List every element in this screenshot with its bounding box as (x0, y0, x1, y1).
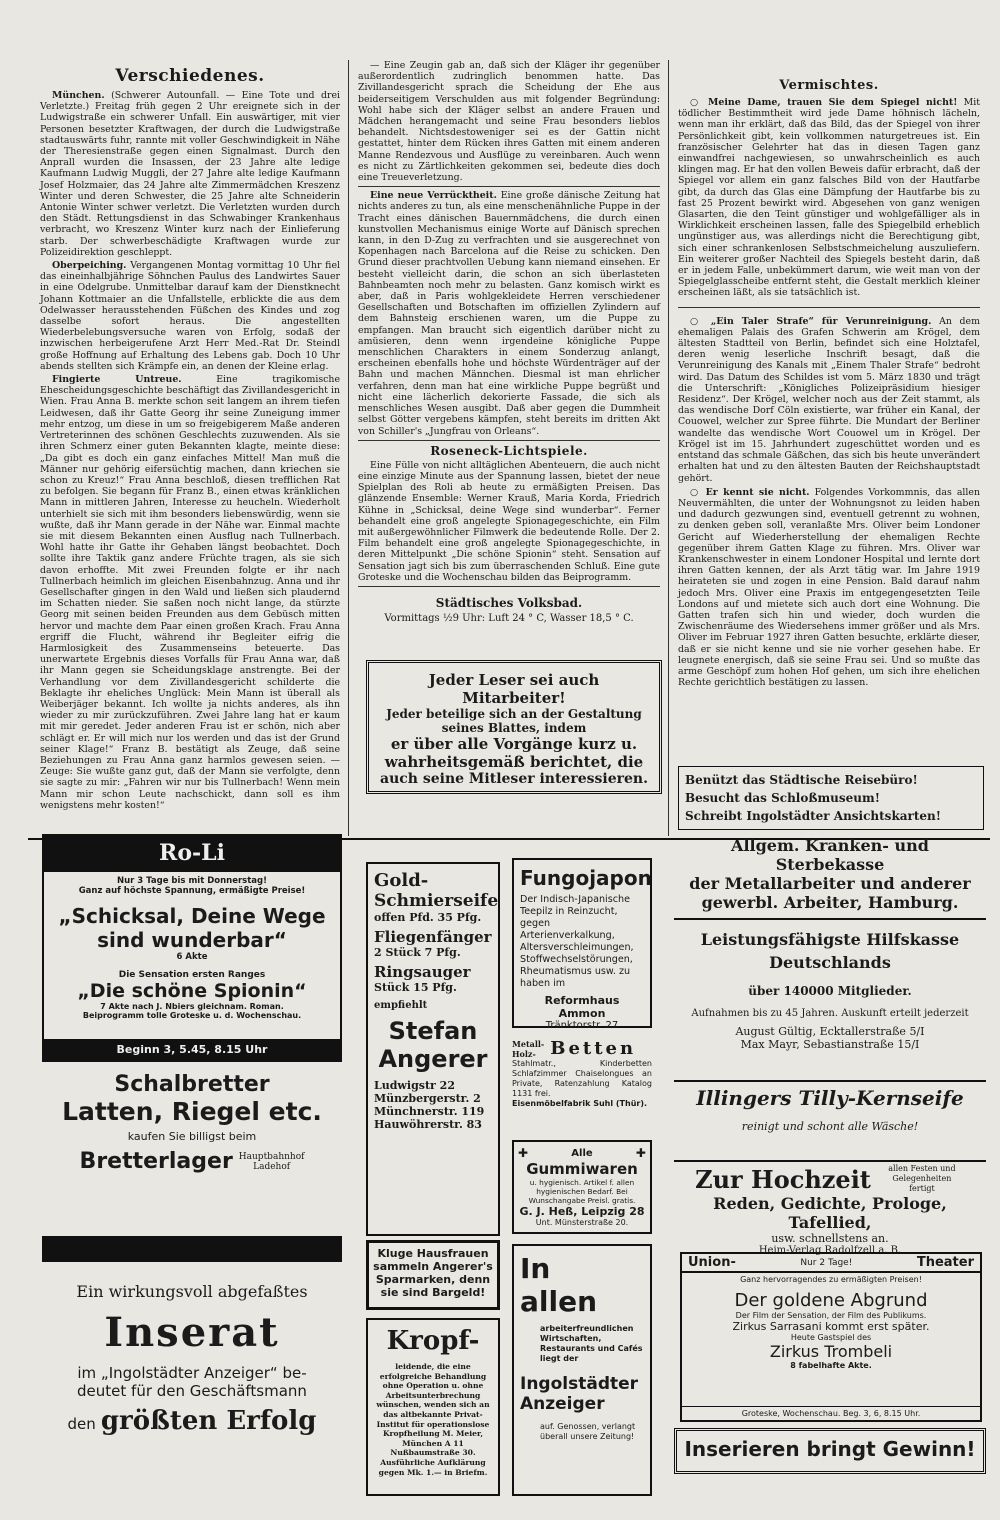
hochzeit-row (674, 1164, 986, 1194)
inserat-line5: den (67, 1415, 96, 1433)
gummi-addr: Unt. Münsterstraße 20. (535, 1218, 629, 1227)
article-paragraph (358, 60, 660, 183)
angerer-line9: Stefan (388, 1017, 478, 1045)
hausfrauen-ad (366, 1240, 500, 1310)
union-line1: Ganz hervorragendes zu ermäßigten Preisen! (740, 1275, 922, 1284)
inserieren-text: Inserieren bringt Gewinn! (684, 1437, 976, 1461)
union-right: Theater (916, 1255, 974, 1270)
seife-line1: Illingers Tilly-Kernseife (696, 1086, 964, 1110)
angerer-address: Münzbergerstr. 2 (374, 1092, 481, 1105)
angerer-line5: 2 Stück 7 Pfg. (374, 946, 461, 959)
bath-text: Vormittags ½9 Uhr: Luft 24 ° C, Wasser 18,5 ° C. (384, 613, 634, 624)
cross-icon: ✚ (635, 1146, 646, 1160)
article-paragraph (358, 190, 660, 436)
kasse-line7: Aufnahmen bis zu 45 Jahren. Auskunft erteilt jederzeit (691, 1008, 969, 1019)
article-lead: ○ „Ein Taler Strafe“ für Verunreinigung. (690, 315, 932, 327)
seife-line2: reinigt und schont alle Wäsche! (741, 1120, 919, 1133)
inserat-line6: größten Erfolg (100, 1406, 317, 1436)
angerer-line8: empfiehlt (374, 1000, 428, 1011)
angerer-line6: Ringsauger (374, 963, 471, 981)
roli-film1b: sind wunderbar“ (97, 928, 287, 952)
inserat-row (42, 1406, 342, 1436)
angerer-ad (366, 862, 500, 1236)
betten-firm: Eisenmöbelfabrik Suhl (Thür). (512, 1099, 648, 1108)
allen-foot: auf. Genossen, verlangt überall unsere Zeitung! (540, 1422, 636, 1441)
union-line5: Heute Gastspiel des (790, 1333, 872, 1342)
angerer-line7: Stück 15 Pfg. (374, 981, 457, 994)
article-text: (Schwerer Autounfall. — Eine Tote und drei Verletzte.) Freitag früh gegen 2 Uhr ereignete sich in der Ludwigstraße ein schwerer Unfall. Ein auswärtiger, mit vier Personen besetzter Kraftwagen, der durch die Ludwigstraße stadtauswärts fuhr, rannte mit voller Geschwindigkeit in Nähe der Theresienstraße gegen einen Signalmast. Durch den Anprall wurden die Insassen, der 23 Jahre alte ledige Kaufmann Ludwig Muggli, der 27 Jahre alte ledige Kaufmann Josef Holzmaier, das 24 Jahre alte Zimmermädchen Kreszenz Winter und deren Schwester, die 25 Jahre alte Schneiderin Antonie Winter schwer verletzt. Die Verletzten wurden durch den Städt. Rettungsdienst in das Schwabinger Krankenhaus verbracht, wo Kreszenz Winter kurz nach der Einlieferung starb. Der schwerbeschädigte Kraftwagen wurde zur Polizeidirektion geschleppt. (40, 90, 340, 258)
article-text: Eine tragikomische Ehescheidungsgeschichte beschäftigt das Zivillandesgericht in Wien. Frau Anna B. merkte schon seit langem an ihrem tiefen Leidwesen, daß ihr Gatte Georg ihr seine Zuneigung immer mehr entzog, um diese in um so freigebigerem Maße anderen Vertreterinnen des schönen Geschlechts zuzuwenden. Als sie ihren Schmerz einer guten Bekannten klagte, meinte diese: „Da gibt es doch ein ganz einfaches Mittel! Man muß die Männer nur gehörig eifersüchtig machen, dann kriechen sie schon zu Kreuz!“ Frau Anna beschloß, diesen trefflichen Rat zu befolgen. Sie begann für Franz B., einen etwas kränklichen Mann in mittleren Jahren, Interesse zu heucheln. Wiederholt unterhielt sie sich mit ihm besonders liebenswürdig, wenn sie wußte, daß ihr Mann gerade in der Nähe war. Einmal machte sie mit diesem Bekannten einen Ausflug nach Tullnerbach. Wohl hatte ihr Gatte ihr Gehaben längst beobachtet. Doch sollte ihre Taktik ganz andere Früchte tragen, als sie sich davon erhoffte. Mit zwei Freunden folgte er ihr nach Tullnerbach heimlich im gleichen Eisenbahnzug. Anna und ihr Gesellschafter gingen in den Wald und ließen sich plaudernd im Schatten nieder. Sie saßen noch nicht lange, da stürzte Georg mit seinen beiden Freunden aus dem Gebüsch mitten hervor und machte dem Paar einen großen Krach. Frau Anna ergriff die Flucht, während ihr Begleiter eifrig die Harmlosigkeit des Zusammenseins beteuerte. Das unerwartete Ergebnis dieses Vorfalls für Frau Anna war, daß ihr Mann gegen sie Scheidungsklage anstrengte. Bei der Verhandlung vor dem Zivillandesgericht schilderte die Beklagte ihr eheliches Unglück: Mein Mann ist überall als Weiberjäger bekannt. Ich wollte ja nichts anderes, als ihn wieder zu mir zurückzuführen. Zwei Jahre lang hat er kaum mit mir geredet. Jeder anderen Frau ist er schön, nich aber schlägt er. Er will mich nur los werden und das ist der Grund seiner Klage!“ Franz B. bestätigt als Zeuge, daß seine Beziehungen zu Frau Anna ganz harmlos gewesen seien. — Zeuge: Sie wußte ganz gut, daß der Mann sie verfolgte, denn sie sagte zu mir: „Fahren wir nur bis Tullnerbach! Wenn mein Mann mir schon Leute nachschickt, dann soll es ihm wenigstens mehr kosten!“ (40, 374, 340, 811)
notice-line: Besucht das Schloßmuseum! (685, 791, 880, 805)
bretter-line5a: Hauptbahnhof (238, 1151, 305, 1162)
inserat-line3: im „Ingolstädter Anzeiger“ be- (77, 1364, 307, 1382)
hausfrauen-line: sie sind Bargeld! (380, 1286, 486, 1299)
notice-line: Benützt das Städtische Reisebüro! (685, 773, 918, 787)
ads-divider (674, 1080, 986, 1082)
cinema-heading: Roseneck-Lichtspiele. (430, 443, 588, 458)
roli-cinema-ad (42, 834, 342, 1062)
appeal-line: Jeder Leser sei auch Mitarbeiter! (428, 671, 600, 707)
city-notice-box (678, 766, 984, 830)
article-text: Eine große dänische Zeitung hat nichts anderes zu tun, als eine menschenähnliche Puppe in der Tracht eines dänischen Bauernmädchens, die durch einen kunstvollen Mechanismus einige Worte auf Dänisch sprechen kann, in den D-Zug zu verfrachten und sie ausgerechnet von Kopenhagen nach Barcelona auf die Reise zu schicken. Den Grund dieser prachtvollen Uebung kann niemand einsehen. Er besteht vielleicht darin, die schon an sich überlasteten Bahnbeamten noch mehr zu belasten. Ganz komisch wirkt es aber, daß in Paris wohlgekleidete Herren verschiedener Gesellschaften und Botschaften im offiziellen Zylindern auf dem Bahnsteig erschienen waren, um die Puppe zu empfangen. Man braucht sich eigentlich darüber nicht zu amüsieren, denn wenn irgendeine königliche Puppe menschlichen Charakters in einem Sonderzug anlangt, erscheinen ebenfalls hohe und höchste Würdenträger auf der Bahn und machen Männchen. Diesmal ist man ehrlicher verfahren, denn man hat eine wirkliche Puppe begrüßt und nicht eine lächerlich dekorierte Fassade, die sich als menschliches Wesen ausgibt. Daß aber gegen die Dummheit selbst Götter vergebens kämpfen, steht bereits im dritten Akt von Schiller's „Jungfrau von Orleans“. (358, 190, 660, 437)
allen-name2: Anzeiger (520, 1394, 605, 1414)
article-paragraph (40, 374, 340, 811)
ads-divider (674, 1160, 986, 1162)
betten-side (512, 1039, 544, 1059)
article-paragraph (40, 260, 340, 372)
article-paragraph (678, 487, 980, 689)
article-lead: München. (52, 90, 105, 101)
gummi-top: Alle (571, 1147, 593, 1159)
article-text: An dem ehemaligen Palais des Grafen Schwerin am Krögel, dem ältesten Stadtteil von Berlin, befindet sich eine Holztafel, deren wenig leserliche Inschrift besagt, daß die Verunreinigung des Kanals mit „Einem Thaler Strafe“ bedroht wird. Das Datum des Schildes ist vom 5. März 1830 und trägt die Unterschrift: „Königliches Polizeipräsidium hiesiger Residenz“. Der Krögel, welcher noch aus der Zeit stammt, als das wendische Dorf Cöln existierte, war früher ein Kanal, der Couowel, welcher zur Spree führte. Die Mundart der Berliner wandelte das wendische Wort Couowel um in Krögel. Der Krögel ist im 15. Jahrhundert zugeschüttet worden und es entstand das schmale Gäßchen, das sich bis heute unverändert erhalten hat und zu den ältesten Bauten der Reichshauptstadt gehört. (678, 315, 980, 484)
fungojapon-ad (512, 858, 652, 1031)
article-lead: ○ Er kennt sie nicht. (690, 486, 810, 498)
betten-side1: Metall- (512, 1038, 545, 1049)
kasse-line5: Deutschlands (769, 953, 891, 972)
angerer-address: Ludwigstr 22 (374, 1079, 455, 1092)
column-verschiedenes (40, 66, 340, 836)
kasse-line1: Allgem. Kranken- und Sterbekasse (731, 836, 929, 874)
roli-film1: „Schicksal, Deine Wege (58, 904, 326, 928)
hausfrauen-line: Kluge Hausfrauen (377, 1247, 489, 1260)
hausfrauen-line: sammeln Angerer's (373, 1260, 493, 1273)
bretter-line3: kaufen Sie billigst beim (127, 1130, 257, 1143)
article-lead: Fingierte Untreue. (52, 374, 182, 386)
angerer-line4: Fliegenfänger (374, 928, 492, 946)
appeal-line: wahrheitsgemäß berichtet, die (384, 753, 644, 771)
notice-line: Schreibt Ingolstädter Ansichtskarten! (685, 809, 942, 823)
kernseife-ad (674, 1086, 986, 1156)
fungo-text: Der Indisch-Japanische Teepilz in Reinzucht, gegen Arterienverkalkung, Altersverschleimungen, Stoffwechselstörungen, Rheumatismus usw. zu haben im (520, 894, 634, 989)
article-divider (358, 186, 660, 187)
fungo-addr: Tränktorstr. 27 (545, 1020, 619, 1031)
bretter-location (239, 1152, 305, 1172)
bretter-line4: Bretterlager (79, 1149, 233, 1174)
angerer-line2: Schmierseife (374, 891, 499, 911)
inserat-line4: deutet für den Geschäftsmann (77, 1382, 307, 1400)
inserat-line1: Ein wirkungsvoll abgefaßtes (76, 1282, 308, 1301)
gummi-header (518, 1146, 646, 1160)
bath-divider (358, 586, 660, 587)
bretter-line5b: Ladehof (253, 1161, 291, 1172)
hochzeit-ad (674, 1164, 986, 1256)
roli-line1: Nur 3 Tage bis mit Donnerstag! (116, 876, 268, 886)
roli-sub: Die Sensation ersten Ranges (118, 970, 266, 980)
column-divider (668, 60, 669, 836)
article-divider (678, 307, 980, 308)
gummi-text: u. hygienisch. Artikel f. allen hygienischen Bedarf. Bei Wunschangabe Preisl. gratis. (528, 1178, 636, 1205)
cross-icon: ✚ (518, 1146, 529, 1160)
hochzeit-line2: Reden, Gedichte, Prologe, Tafellied, (713, 1194, 947, 1232)
article-text: — Eine Zeugin gab an, daß sich der Kläger ihr gegenüber außerordentlich zudringlich benommen hatte. Das Zivillandesgericht sprach die Scheidung der Ehe aus beiderseitigem Verschulden aus mit folgender Begründung: Wohl habe sich der Kläger selbst an andere Frauen und Mädchen herangemacht und seine Frau besonders lieblos behandelt. Nichtsdestoweniger sei es der Gattin nicht gestattet, hinter dem Rücken ihres Gatten mit einem anderen Manne Rendezvous und Ausflüge zu vereinbaren. Auch wenn es nicht zu Zärtlichkeiten gekommen sei, bedeute dies doch eine Treueverletzung. (358, 60, 660, 184)
kasse-ad (674, 836, 986, 1076)
hochzeit-line1b: allen Festen und Gelegenheiten fertigt (888, 1164, 956, 1193)
inserat-line2: Inserat (104, 1309, 280, 1356)
article-paragraph (678, 97, 980, 299)
kasse-line6: über 140000 Mitglieder. (748, 984, 912, 998)
bretterlager-ad (42, 1068, 342, 1228)
article-lead: Oberpeiching. (52, 260, 127, 272)
fungo-shop: Reformhaus Ammon (544, 994, 620, 1020)
angerer-line10: Angerer (378, 1045, 488, 1073)
angerer-address: Hauwöhrerstr. 83 (374, 1118, 482, 1131)
roli-acts2: 7 Akte nach J. Nbiers gleichnam. Roman. (100, 1002, 284, 1011)
union-line7: 8 fabelhafte Akte. (790, 1361, 872, 1370)
article-lead: ○ Meine Dame, trauen Sie dem Spiegel nicht! (690, 97, 958, 108)
roli-name: Ro-Li (44, 836, 340, 872)
hochzeit-line4: Heim-Verlag Radolfzell a. B. (758, 1245, 902, 1256)
inserat-ad (42, 1282, 342, 1472)
allen-line1: In (520, 1252, 551, 1285)
roli-line2: Ganz auf höchste Spannung, ermäßigte Preise! (78, 886, 306, 896)
article-text: Vergangenen Montag vormittag 10 Uhr fiel das eineinhalbjährige Söhnchen Paulus des Landwirtes Sauer in eine Odelgrube. Unmittelbar darauf kam der Dienstknecht Johann Kottmaier an die Unfallstelle, erblickte die aus dem Odelwasser herausstehenden Füßchen des Kindes und zog dasselbe sofort heraus. Die angestellten Wiederbelebungsversuche waren von Erfolg, sodaß der inzwischen herbeigerufene Arzt Herr Med.-Rat Dr. Steindl große Hoffnung auf Erhaltung des Lebens gab. Doch 10 Uhr abends stellten sich Krämpfe ein, an denen der Kleine erlag. (40, 260, 340, 372)
union-header (682, 1254, 980, 1273)
union-line8: Groteske, Wochenschau. Beg. 3, 6, 8.15 Uhr. (682, 1406, 980, 1418)
betten-title: Betten (550, 1038, 637, 1059)
union-left: Union- (688, 1255, 736, 1270)
betten-list: Stahlmatr., Kinderbetten Schlafzimmer Chaiselongues an Private, Ratenzahlung Katalog 1131 frei. (512, 1059, 652, 1098)
kropf-text: leidende, die eine erfolgreiche Behandlung ohne Operation u. ohne Arbeitsunterbrechung wünschen, wenden sich an das altbekannte Privat-Institut für operationslose Kropfheilung M. Meier, München A 11 Nußbaumstraße 30. Ausführliche Aufklärung gegen Mk. 1.— in Briefm. (376, 1362, 490, 1477)
kasse-divider (674, 918, 986, 920)
kropf-title: Kropf- (386, 1326, 480, 1356)
reader-appeal-box (366, 660, 662, 794)
roli-beiprog: Beiprogramm tolle Groteske u. d. Wochenschau. (82, 1011, 302, 1020)
article-lead: Eine neue Verrücktheit. (370, 190, 497, 202)
betten-side2: Holz- (512, 1048, 536, 1059)
article-paragraph (678, 316, 980, 484)
allen-side: arbeiterfreundlichen Wirtschaften, Restaurants und Cafés liegt der (540, 1324, 643, 1363)
allen-name1: Ingolstädter (520, 1374, 639, 1394)
gummi-firm: G. J. Heß, Leipzig 28 (519, 1205, 645, 1218)
angerer-line3: offen Pfd. 35 Pfg. (374, 911, 482, 924)
angerer-address: Münchnerstr. 119 (374, 1105, 485, 1118)
hochzeit-line3: usw. schnellstens an. (771, 1232, 889, 1245)
article-text: Folgendes Vorkommnis, das allen Neuvermählten, die unter der Wohnungsnot zu leiden haben und dadurch gezwungen sind, eventuell getrennt zu wohnen, zu denken geben soll, veranlaßte Mrs. Oliver beim Londoner Gericht auf Wiederherstellung der ehemaligen Rechte gegenüber ihrem Gatten Klage zu führen. Mrs. Oliver war Krankenschwester in einem Londoner Hospital und lernte dort ihren Gatten kennen, der als Arzt tätig war. Im Jahre 1919 heirateten sie und zogen in eine Pension. Bald darauf nahm jedoch Mrs. Oliver eine Praxis im entgegengesetzten Teile Londons auf und mietete sich auch dort eine Wohnung. Die Gatten trafen sich hin und wieder, doch wurden die Zwischenräume des Wiedersehens immer größer und als Mrs. Oliver im Februar 1927 ihren Gatten besuchte, erklärte dieser, daß er sie nicht kenne und sie nie vorher gesehen habe. Er leugnete energisch, daß sie seine Frau sei. Und so mußte das arme Geschöpf zum hohen Hof gehen, um sich ihre ehelichen Rechte gerichtlich bestätigen zu lassen. (678, 486, 981, 689)
union-line3: Der Film der Sensation, der Film des Publikums. (735, 1311, 927, 1320)
article-divider (358, 440, 660, 441)
appeal-line: Jeder beteilige sich an der Gestaltung seines Blattes, indem (386, 707, 642, 735)
union-line2: Der goldene Abgrund (734, 1290, 928, 1311)
fungo-title: Fungojapon (520, 866, 652, 890)
section-heading: Verschiedenes. (115, 66, 265, 86)
gummiwaren-ad (512, 1140, 652, 1234)
union-theater-ad (680, 1252, 982, 1422)
article-paragraph (40, 90, 340, 258)
black-bar (42, 1236, 342, 1262)
in-allen-ad (512, 1244, 652, 1496)
section-heading: Vermischtes. (779, 78, 879, 93)
column-vermischtes (678, 78, 980, 768)
angerer-line1: Gold- (374, 870, 429, 891)
bath-heading: Städtisches Volksbad. (435, 596, 583, 610)
bretter-row (42, 1149, 342, 1174)
union-line6: Zirkus Trombeli (769, 1342, 893, 1361)
hochzeit-line1: Zur Hochzeit (695, 1164, 871, 1194)
bath-notice (358, 596, 660, 636)
roli-acts1: 6 Akte (176, 952, 208, 962)
betten-header (512, 1038, 652, 1059)
kasse-line9: Max Mayr, Sebastianstraße 15/I (740, 1038, 920, 1051)
kasse-line8: August Gültig, Ecktallerstraße 5/I (735, 1025, 925, 1038)
column-middle (358, 60, 660, 583)
gummi-title: Gummiwaren (526, 1160, 638, 1178)
allen-line2: allen (520, 1285, 598, 1318)
newspaper-page (28, 50, 990, 1510)
appeal-line: er über alle Vorgänge kurz u. (390, 735, 638, 753)
kasse-line3: gewerbl. Arbeiter, Hamburg. (701, 893, 959, 912)
kropf-ad (366, 1318, 500, 1496)
column-divider (348, 60, 349, 836)
article-text: Mit tödlicher Bestimmtheit wird jede Dame höhnisch lächeln, wenn man ihr erklärt, daß das Bild, das der Spiegel von ihrer Persönlichkeit gibt, kein vollkommen naturgetreues ist. Ein französischer Gelehrter hat das in diesen Tagen ganz einwandfrei nachgewiesen, so unwahrscheinlich es auch klingen mag. Er hat den vollen Beweis dafür erbracht, daß der Spiegel vor allem ein ganz falsches Bild von der Hautfarbe gibt, da durch das Glas eine Dämpfung der Hautfarbe bis zu fast 25 Prozent bewirkt wird. Abgesehen von ganz wenigen Glasarten, die den Teint günstiger und wohlgefälliger als in Wirklichkeit erscheinen lassen, falle des Spiegelbild erheblich ungünstiger aus, was allerdings nicht die Berechtigung gibt, sich einer schrankenlosen Selbstschmeichelung auszuliefern. Ein weiterer großer Nachteil des Spiegels besteht darin, daß er in jedem Falle, unbekümmert darum, wie weit man von der Spiegelglasscheibe entfernt steht, die Gestalt merklich kleiner erscheinen läßt, als sie tatsächlich ist. (678, 97, 980, 299)
kasse-line2: der Metallarbeiter und anderer (689, 874, 971, 893)
kasse-line4: Leistungsfähigste Hilfskasse (700, 930, 960, 949)
union-mid: Nur 2 Tage! (800, 1257, 853, 1268)
inserieren-ad (674, 1428, 986, 1474)
hausfrauen-line: Sparmarken, denn (375, 1273, 491, 1286)
bretter-line1: Schalbretter (114, 1072, 270, 1097)
appeal-line: auch seine Mitleser interessieren. (380, 771, 648, 787)
betten-ad (512, 1038, 652, 1138)
bretter-line2: Latten, Riegel etc. (62, 1097, 322, 1126)
union-line4: Zirkus Sarrasani kommt erst später. (732, 1320, 930, 1333)
cinema-paragraph: Eine Fülle von nicht alltäglichen Abenteuern, die auch nicht eine einzige Minute aus der Spannung lassen, bietet der neue Spielplan des Roli ab heute zu ermäßigten Preisen. Das glänzende Ensemble: Werner Krauß, Maria Korda, Friedrich Kühne in „Schicksal, deine Wege sind wunderbar“. Ferner behandelt eine groß angelegte Spionagegeschichte, ein Film mit außergewöhnlicher Filmwerk die bedeutende Rolle. Der 2. Film behandelt eine groß angelegte Spionagegeschichte, in deren Mittelpunkt „Die schöne Spionin“ steht. Sensation auf Sensation jagt sich bis zum überraschenden Schluß. Eine gute Groteske und die Wochenschau bilden das Beiprogramm. (358, 459, 660, 583)
roli-film2: „Die schöne Spionin“ (77, 980, 307, 1002)
roli-times: Beginn 3, 5.45, 8.15 Uhr (44, 1039, 340, 1060)
